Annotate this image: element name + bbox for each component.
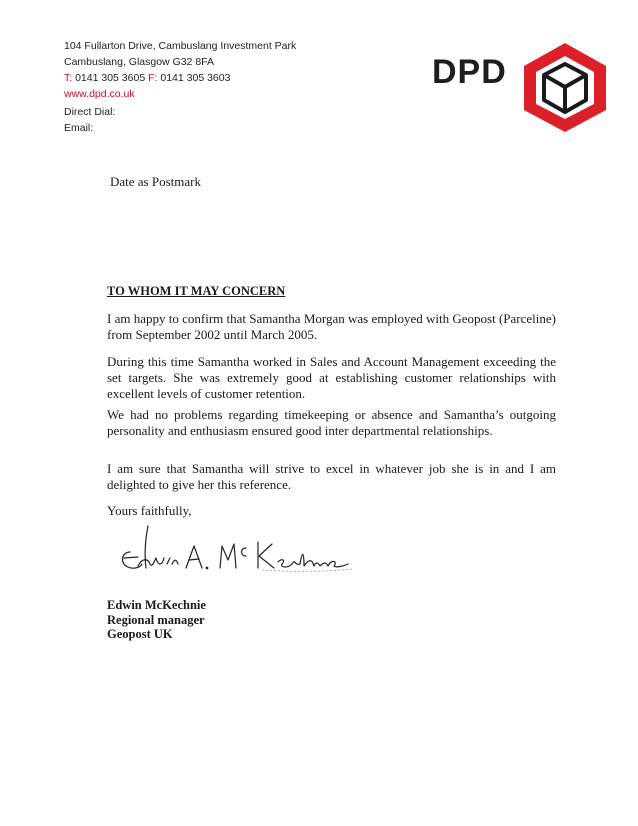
letter-heading: TO WHOM IT MAY CONCERN — [107, 284, 286, 298]
dpd-cube-logo-icon — [518, 40, 612, 134]
fax-number: 0141 305 3603 — [160, 72, 231, 84]
dpd-logo-text: DPD — [432, 53, 507, 91]
paragraph-1: I am happy to confirm that Samantha Morgan was employed with Geopost (Parceline) from September 2002 until March 2005. — [107, 311, 556, 342]
paragraph-4: I am sure that Samantha will strive to excel in whatever job she is in and I am delighted to give her this reference. — [107, 461, 556, 492]
letterhead — [64, 38, 296, 136]
signatory-name: Edwin McKechnie — [107, 598, 206, 612]
letter-date: Date as Postmark — [110, 174, 201, 189]
signatory-company: Geopost UK — [107, 627, 173, 641]
fax-label: F: — [148, 72, 158, 84]
closing-salutation: Yours faithfully, — [107, 503, 192, 518]
signatory-title: Regional manager — [107, 612, 205, 627]
signatory-block — [107, 598, 206, 642]
phone-fax-line — [64, 70, 296, 86]
direct-dial-label: Direct Dial: — [64, 106, 116, 118]
signature-text: Edwin A. McKechnie — [112, 522, 121, 523]
email-label: Email: — [64, 122, 94, 134]
paragraph-3: We had no problems regarding timekeeping or absence and Samantha’s outgoing personality and enthusiasm ensured good inter departmental relationships. — [107, 407, 556, 438]
website-link[interactable]: www.dpd.co.uk — [64, 88, 135, 100]
address-line-2: Cambuslang, Glasgow G32 8FA — [64, 56, 214, 68]
paragraph-2: During this time Samantha worked in Sales and Account Management exceeding the set targets. She was extremely good at establishing customer relationships with excellent levels of customer retention. — [107, 354, 556, 401]
handwritten-signature — [112, 522, 362, 584]
address-line-1: 104 Fullarton Drive, Cambuslang Investment Park — [64, 40, 297, 52]
phone-number: 0141 305 3605 — [75, 72, 146, 84]
phone-label: T: — [64, 72, 73, 84]
